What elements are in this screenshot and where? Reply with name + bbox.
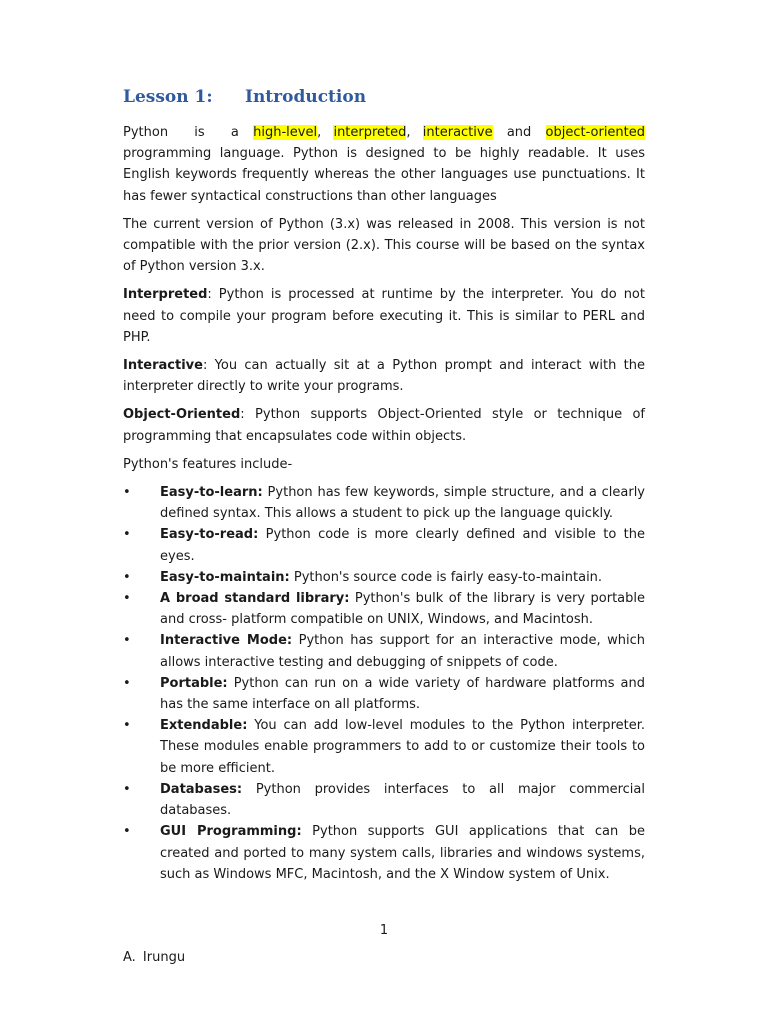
definition-term: Interpreted: [123, 287, 208, 303]
definition-text: : You can actually sit at a Python prompt and interact with the interpreter directly to write your programs.: [123, 358, 645, 395]
feature-term: Portable:: [160, 675, 228, 691]
page-number: 1: [379, 923, 389, 938]
bullet-icon: •: [123, 675, 131, 691]
intro-word: Python: [123, 125, 169, 140]
feature-text: You can add low-level modules to the Python interpreter. These modules enable programmers to add to or customize their tools to be more efficient.: [160, 718, 645, 776]
definition-text: : Python is processed at runtime by the interpreter. You do not need to compile your program before executing it. This is similar to PERL and PHP.: [123, 287, 645, 345]
bullet-icon: •: [123, 527, 131, 543]
list-item: [123, 821, 645, 885]
lesson-number: Lesson 1:: [123, 87, 213, 107]
document-page: [123, 84, 645, 885]
list-item: [123, 482, 645, 524]
bullet-icon: •: [123, 824, 131, 840]
list-item: [123, 588, 645, 630]
feature-text: Python provides interfaces to all major commercial databases.: [160, 781, 645, 819]
intro-comma: ,: [317, 125, 322, 140]
intro-rest: programming language. Python is designed to be highly readable. It uses English keywords frequently whereas the other languages use punctuations. It has fewer syntactical constructions than other languages: [123, 146, 645, 204]
bullet-icon: •: [123, 718, 131, 734]
definition-text: : Python supports Object-Oriented style or technique of programming that encapsulates code within objects.: [123, 407, 645, 444]
bullet-icon: •: [123, 485, 131, 501]
feature-text: Python's source code is fairly easy-to-maintain.: [289, 569, 603, 585]
feature-term: Databases:: [160, 781, 243, 797]
features-list: [123, 482, 645, 885]
bullet-icon: •: [123, 633, 131, 649]
intro-word: and: [506, 125, 532, 140]
bullet-icon: •: [123, 591, 131, 607]
feature-term: GUI Programming:: [160, 824, 302, 840]
feature-term: Easy-to-maintain:: [160, 569, 290, 585]
intro-word: is: [194, 125, 205, 140]
list-item: [123, 630, 645, 672]
highlight-interactive: interactive: [422, 125, 493, 140]
intro-paragraph: [123, 122, 645, 207]
intro-comma: ,: [406, 125, 411, 140]
highlight-high-level: high-level: [253, 125, 318, 140]
intro-word: a: [230, 125, 239, 140]
feature-term: Extendable:: [160, 718, 248, 734]
definition-interactive: [123, 355, 645, 397]
feature-term: Interactive Mode:: [160, 633, 293, 649]
definition-term: Object-Oriented: [123, 407, 241, 423]
list-item: [123, 779, 645, 821]
features-intro: Python's features include-: [123, 456, 293, 472]
feature-text: Python has support for an interactive mode, which allows interactive testing and debugging of snippets of code.: [160, 633, 645, 670]
version-paragraph: The current version of Python (3.x) was released in 2008. This version is not compatible with the prior version (2.x). This course will be based on the syntax of Python version 3.x.: [123, 216, 645, 275]
definition-term: Interactive: [123, 358, 203, 374]
list-item: [123, 673, 645, 715]
bullet-icon: •: [123, 569, 131, 585]
page-title: [123, 84, 645, 110]
feature-text: Python has few keywords, simple structure, and a clearly defined syntax. This allows a student to pick up the language quickly.: [160, 485, 645, 522]
feature-term: Easy-to-learn:: [160, 485, 263, 501]
list-item: [123, 567, 645, 588]
highlight-object-oriented: object-oriented: [545, 125, 646, 140]
feature-term: Easy-to-read:: [160, 527, 259, 543]
list-item: [123, 715, 645, 779]
definition-object-oriented: [123, 404, 645, 446]
lesson-title: Introduction: [245, 87, 367, 107]
feature-text: Python code is more clearly defined and visible to the eyes.: [160, 527, 645, 564]
list-item: [123, 524, 645, 566]
footer-author: A. Irungu: [123, 950, 186, 965]
feature-text: Python can run on a wide variety of hardware platforms and has the same interface on all platforms.: [160, 675, 645, 713]
feature-term: A broad standard library:: [160, 591, 350, 607]
definition-interpreted: [123, 284, 645, 348]
highlight-interpreted: interpreted: [333, 125, 407, 140]
feature-text: Python's bulk of the library is very portable and cross- platform compatible on UNIX, Windows, and Macintosh.: [160, 591, 646, 628]
feature-text: Python supports GUI applications that can be created and ported to many system calls, libraries and windows systems, such as Windows MFC, Macintosh, and the X Window system of Unix.: [160, 824, 645, 882]
bullet-icon: •: [123, 781, 131, 797]
